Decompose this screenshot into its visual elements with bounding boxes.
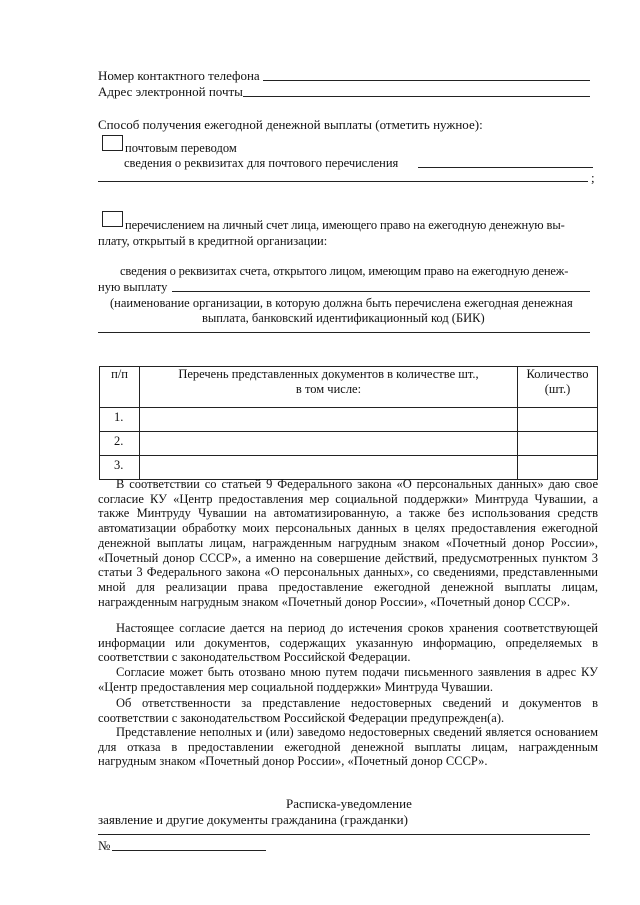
postal-details-field[interactable] [418, 167, 593, 168]
postal-transfer-checkbox[interactable] [102, 135, 123, 151]
quantity-cell[interactable] [518, 456, 598, 480]
postal-details-field-line2[interactable] [98, 181, 588, 182]
bank-account-label-line2: плату, открытый в кредитной организации: [98, 234, 328, 248]
consent-paragraph-3: Согласие может быть отозвано мною путем подачи письменного заявления в адрес КУ «Центр предоставления мер социальной поддержки» Минтруда Чувашии. [98, 665, 598, 694]
email-field[interactable] [243, 96, 590, 97]
document-cell[interactable] [140, 432, 518, 456]
receipt-number-field[interactable] [112, 850, 266, 851]
document-cell[interactable] [140, 456, 518, 480]
account-details-field[interactable] [172, 291, 590, 292]
postal-transfer-label: почтовым переводом [125, 141, 237, 155]
table-row [100, 408, 598, 432]
receipt-line-label: заявление и другие документы гражданина (гражданки) [98, 812, 408, 827]
receipt-number-label: № [98, 838, 111, 853]
consent-paragraph-1: В соответствии со статьей 9 Федерального закона «О персональных данных» даю свое согласие КУ «Центр предоставления мер социальной поддержки» Минтруда Чувашии, а также Минтруду Чувашии на автоматизированную, а также без использования средств автоматизации обработку моих персональных данных в целях предоставления ежегодной денежной выплаты лицам, награжденным нагрудным знаком «Почетный донор России», «Почетный донор СССР», а именно на совершение действий, предусмотренных пунктом 3 статьи 3 Федерального закона «О персональных данных», со сведениями, представленными мной для реализации права предоставление ежегодной денежной выплаты лицам, награжденным нагрудным знаком «Почетный донор России», «Почетный донор СССР». [98, 477, 598, 609]
bank-account-label-line1: перечислением на личный счет лица, имеющего право на ежегодную денежную вы- [125, 218, 565, 232]
table-row [100, 432, 598, 456]
row-number: 3. [100, 456, 140, 480]
refusal-paragraph: Представление неполных и (или) заведомо недостоверных сведений является основанием для отказа в предоставлении ежегодной денежной выплаты лицам, награжденным нагрудным знаком «Почетный донор России», «Почетный донор СССР». [98, 725, 598, 769]
bank-details-field[interactable] [98, 332, 590, 333]
receipt-title: Расписка-уведомление [286, 796, 412, 811]
receipt-name-field[interactable] [98, 834, 590, 835]
bank-account-checkbox[interactable] [102, 211, 123, 227]
row-number: 1. [100, 408, 140, 432]
documents-table [99, 366, 598, 480]
phone-field[interactable] [263, 80, 590, 81]
account-details-label-line2: ную выплату [98, 280, 168, 294]
consent-paragraph-2: Настоящее согласие дается на период до истечения сроков хранения соответствующей информации или документов, содержащих указанную информацию, определяемых в соответствии с законодательством Российской Федерации. [98, 621, 598, 665]
document-cell[interactable] [140, 408, 518, 432]
postal-line-end: ; [591, 170, 595, 185]
account-details-label-line1: сведения о реквизитах счета, открытого лицом, имеющим право на ежегодную денеж- [120, 264, 569, 278]
table-header-row [100, 367, 598, 408]
phone-label: Номер контактного телефона [98, 68, 260, 83]
liability-paragraph: Об ответственности за представление недостоверных сведений и документов в соответствии с законодательством Российской Федерации предупрежден(а). [98, 696, 598, 725]
quantity-cell[interactable] [518, 408, 598, 432]
email-label: Адрес электронной почты [98, 84, 243, 99]
bank-caption-line1: (наименование организации, в которую должна быть перечислена ежегодная денежная [110, 296, 573, 310]
quantity-cell[interactable] [518, 432, 598, 456]
bank-caption-line2: выплата, банковский идентификационный код (БИК) [202, 311, 485, 325]
col-header-documents: Перечень представленных документов в количестве шт., в том числе: [140, 367, 518, 408]
col-header-quantity: Количество (шт.) [518, 367, 598, 408]
table-row [100, 456, 598, 480]
postal-details-label: сведения о реквизитах для почтового перечисления [124, 156, 399, 170]
col-header-number: п/п [100, 367, 140, 408]
payment-method-title: Способ получения ежегодной денежной выплаты (отметить нужное): [98, 117, 483, 132]
row-number: 2. [100, 432, 140, 456]
